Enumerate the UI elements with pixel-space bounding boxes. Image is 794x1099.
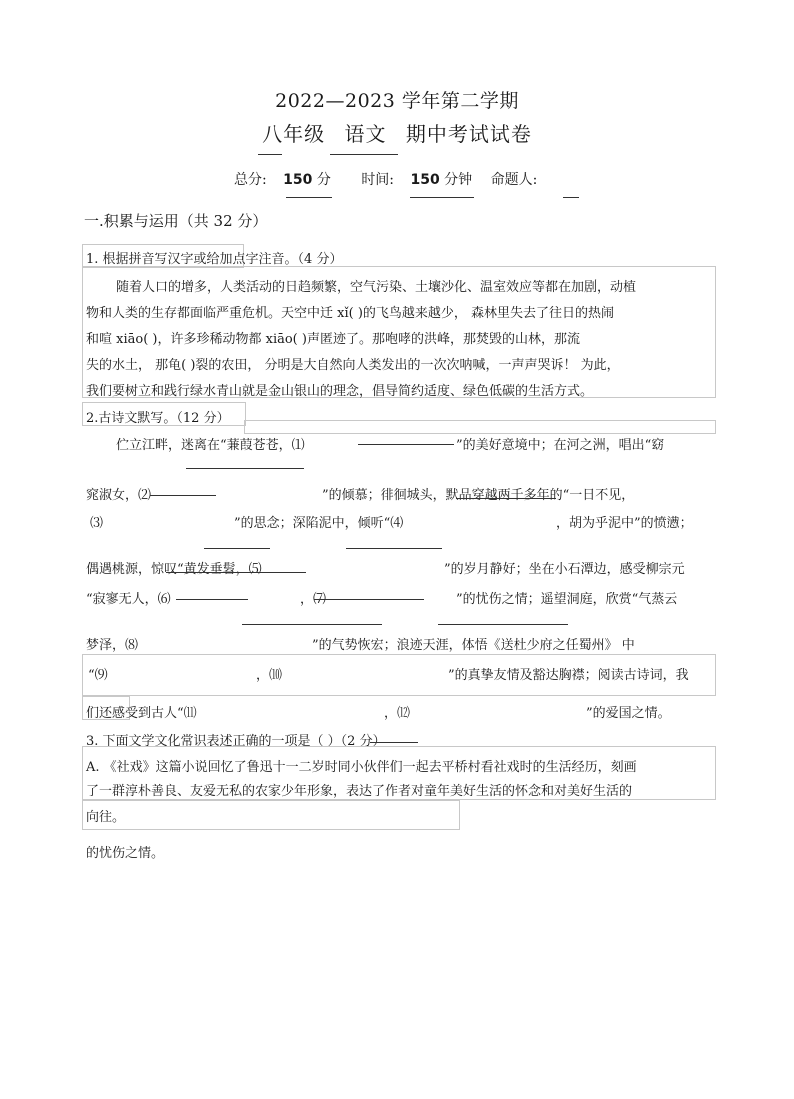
q1-line-3: 和喧 xiāo( )，许多珍稀动物都 xiāo( )声匿迹了。那咆哮的洪峰，那焚毁的山林，那流 (86, 332, 580, 347)
total-score-label: 总分: (234, 172, 267, 188)
q2-line4-start: 偶遇桃源，惊叹“黄发垂髫，⑸ (86, 562, 262, 577)
exam-name-label: 期中考试试卷 (405, 122, 532, 146)
exam-title: 2022—2023 学年第二学期 (275, 90, 519, 112)
q2-line6-start: 梦泽，⑻ (86, 638, 139, 653)
blank-line-3 (438, 624, 568, 625)
total-score-unit: 分 (316, 172, 331, 188)
blank-line-1 (186, 468, 304, 469)
title-underline-2 (330, 154, 398, 155)
blank-7 (314, 599, 424, 600)
q1-line-1: 随着人口的增多，人类活动的日趋频繁，空气污染、土壤沙化、温室效应等都在加剧，动植 (116, 280, 637, 295)
stray-text: 的忧伤之情。 (86, 846, 165, 861)
grade-label: 八年级 (262, 122, 326, 146)
exam-info-row (234, 169, 537, 189)
q2-line7-end: ”的真挚友情及豁达胸襟；阅读古诗词，我 (448, 668, 689, 683)
q2-line3-mid: ”的思念；深陷泥中，倾听“⑷ (234, 516, 404, 531)
q2-line5-mid: ，⑺ (300, 592, 327, 607)
time-value: 150 (410, 172, 440, 188)
q3-option-a-line-2: 了一群淳朴善良、友爱无私的农家少年形象，表达了作者对童年美好生活的怀念和对美好生活的 (86, 784, 633, 799)
q2-line2-start: 窕淑女，⑵ (86, 488, 152, 503)
q3-option-a-line-1: A. 《社戏》这篇小说回忆了鲁迅十一二岁时同小伙伴们一起去平桥村看社戏时的生活经历，刻画 (86, 760, 637, 775)
quote-underline (456, 498, 556, 499)
q1-line-5: 我们要树立和践行绿水青山就是金山银山的理念，倡导简约适度、绿色低碳的生活方式。 (86, 384, 594, 399)
answer-blank (370, 742, 418, 743)
q2-line7-mid: ，⑽ (256, 668, 283, 683)
blank-5 (166, 572, 306, 573)
blank-1 (358, 444, 454, 445)
q1-line-2: 物和人类的生存都面临严重危机。天空中迁 xǐ( )的飞鸟越来越少， 森林里失去了往日的热闹 (86, 306, 615, 321)
q2-line6-end: ”的气势恢宏；浪迹天涯，体悟《送杜少府之任蜀州》 中 (312, 638, 635, 653)
q2-line1-start: 伫立江畔，迷离在“蒹葭苍苍，⑴ (116, 438, 305, 453)
q3-prompt: 3. 下面文学文化常识表述正确的一项是（ ）（2 分） (86, 734, 386, 749)
section-title: 一.积累与运用（共 32 分） (84, 212, 268, 230)
blank-line-2 (242, 624, 382, 625)
info-underline-1 (286, 197, 332, 198)
q1-prompt: 1. 根据拼音写汉字或给加点字注音。（4 分） (86, 252, 343, 267)
info-underline-3 (563, 197, 579, 198)
q2-line3-end: ，胡为乎泥中”的愤懑； (556, 516, 693, 531)
blank-4 (346, 548, 442, 549)
time-unit: 分钟 (444, 172, 473, 188)
q2-line1-end: ”的美好意境中；在河之洲，唱出“窈 (456, 438, 665, 453)
exam-subtitle (0, 118, 794, 147)
blank-3 (204, 548, 270, 549)
q2-text-frame (244, 420, 716, 434)
q2-line5-end: ”的忧伤之情；遥望洞庭，欣赏“气蒸云 (456, 592, 678, 607)
q2-prompt: 2.古诗文默写。（12 分） (86, 411, 230, 426)
subject-label: 语文 (344, 122, 387, 146)
q2-line3-start: ⑶ (90, 516, 104, 531)
info-underline-2 (410, 197, 474, 198)
blank-6 (176, 599, 248, 600)
q2-line8-end: ”的爱国之情。 (586, 706, 671, 721)
time-label: 时间: (361, 172, 395, 188)
author-label: 命题人: (490, 172, 538, 188)
q2-line2-end: ”的倾慕；徘徊城头，默品穿越两千多年的“一日不见， (322, 488, 635, 503)
q1-line-4: 失的水土， 那龟( )裂的农田， 分明是大自然向人类发出的一次次呐喊，一声声哭诉！ 为此， (86, 358, 620, 373)
q3-tail-frame (82, 800, 460, 830)
q2-line5-start: “寂寥无人，⑹ (86, 592, 171, 607)
q2-line7-start: “⑼ (88, 668, 108, 683)
q2-line8-start: 们还感受到古人“⑾ (86, 706, 197, 721)
title-underline-1 (258, 154, 282, 155)
total-score-value: 150 (283, 172, 313, 188)
q2-line4-end: ”的岁月静好；坐在小石潭边，感受柳宗元 (444, 562, 685, 577)
blank-2 (150, 495, 216, 496)
q2-line8-mid: ，⑿ (384, 706, 411, 721)
q3-option-a-line-3: 向往。 (86, 810, 126, 825)
